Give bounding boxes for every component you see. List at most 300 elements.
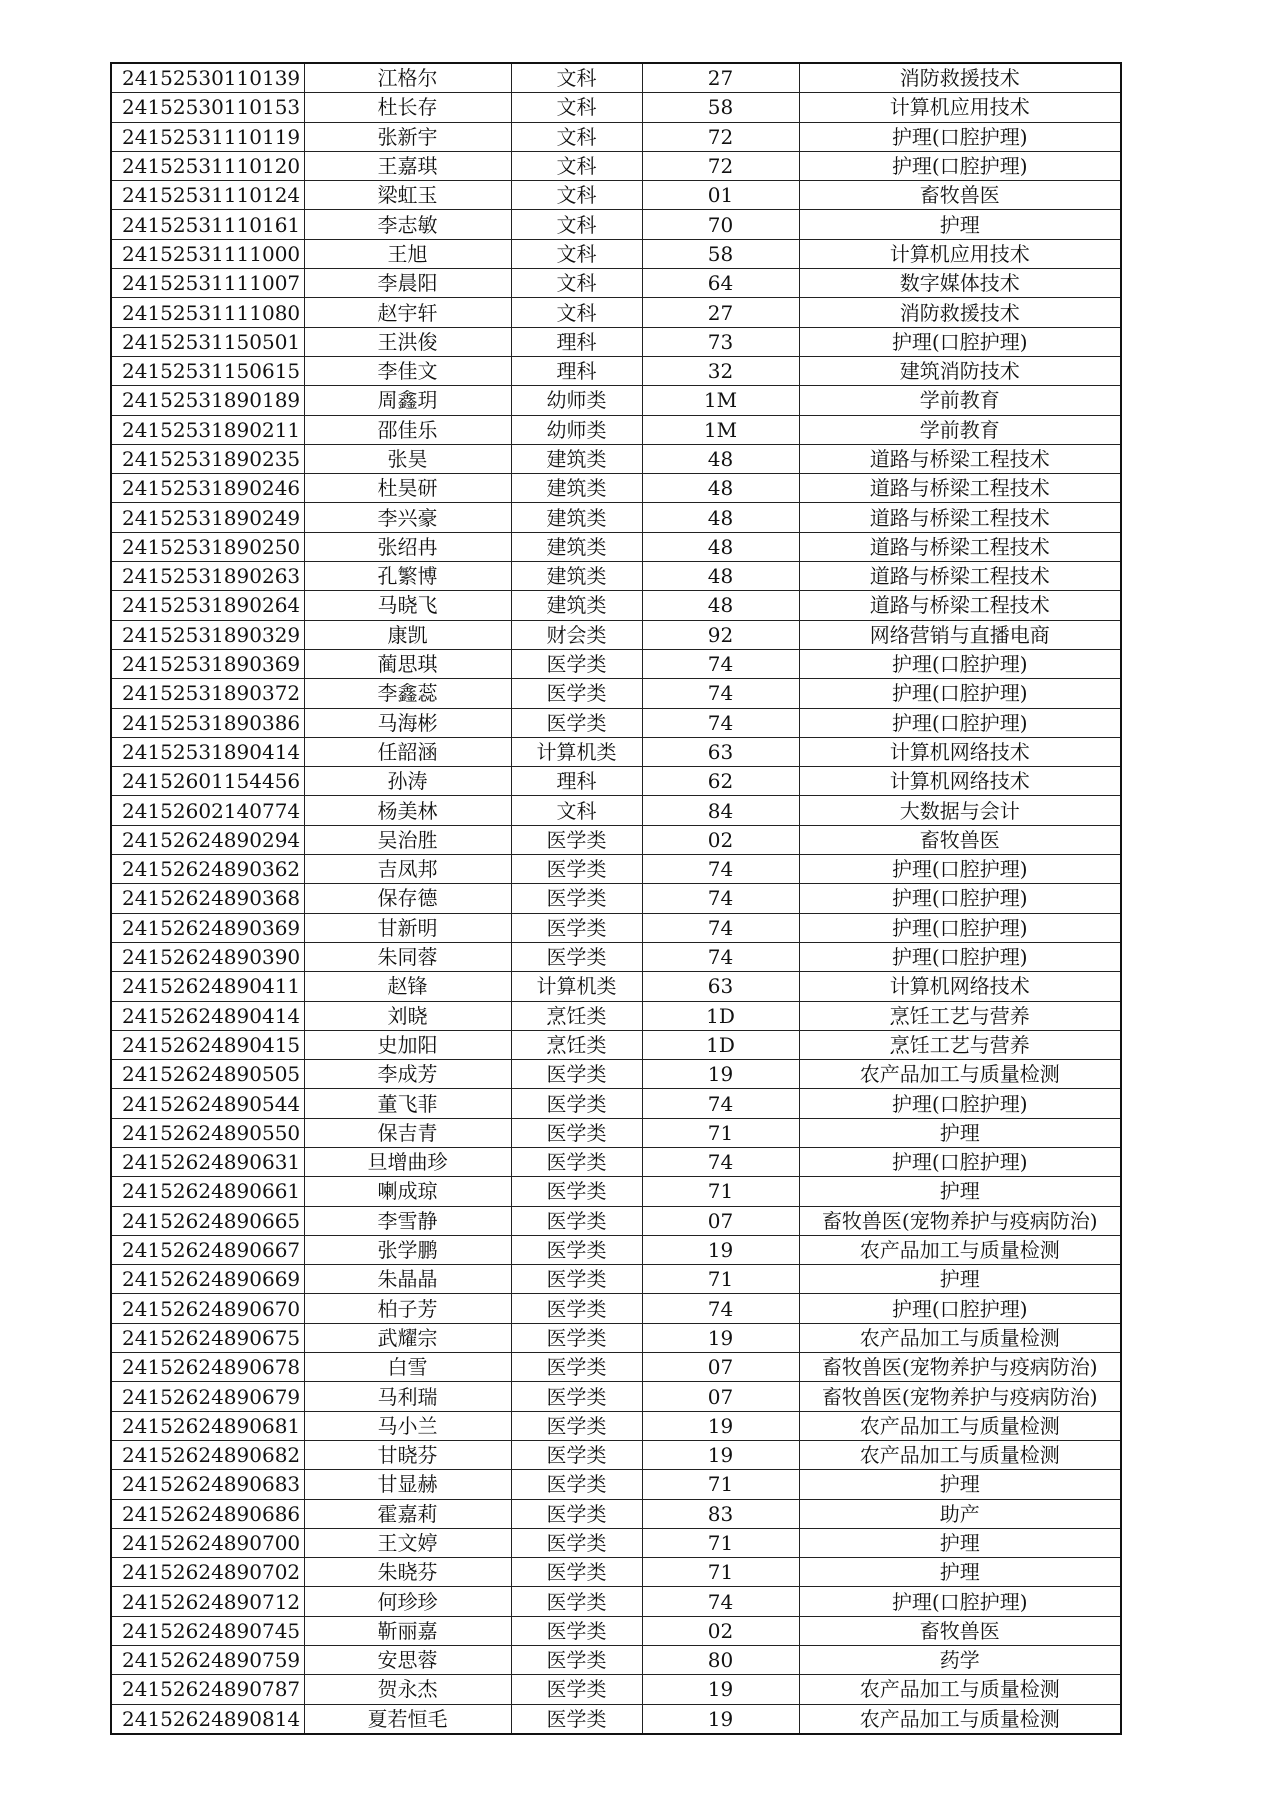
major-name-cell: 护理(口腔护理)	[799, 1147, 1121, 1176]
subject-category-cell: 医学类	[511, 1265, 642, 1294]
major-name-cell: 护理	[799, 1558, 1121, 1587]
major-name-cell: 农产品加工与质量检测	[799, 1411, 1121, 1440]
subject-category-cell: 文科	[511, 93, 642, 122]
exam-id-cell: 24152531150615	[111, 356, 304, 385]
exam-id-cell: 24152531110119	[111, 122, 304, 151]
major-code-cell: 48	[642, 562, 799, 591]
subject-category-cell: 医学类	[511, 1675, 642, 1704]
subject-category-cell: 建筑类	[511, 591, 642, 620]
table-row	[111, 1616, 1121, 1645]
exam-id-cell: 24152624890661	[111, 1177, 304, 1206]
student-name-cell: 保吉青	[304, 1118, 511, 1147]
student-name-cell: 马利瑞	[304, 1382, 511, 1411]
subject-category-cell: 医学类	[511, 1323, 642, 1352]
subject-category-cell: 医学类	[511, 1177, 642, 1206]
student-name-cell: 吉凤邦	[304, 855, 511, 884]
table-row	[111, 503, 1121, 532]
major-code-cell: 01	[642, 181, 799, 210]
student-name-cell: 朱同蓉	[304, 942, 511, 971]
major-name-cell: 烹饪工艺与营养	[799, 1030, 1121, 1059]
student-name-cell: 董飞菲	[304, 1089, 511, 1118]
major-code-cell: 71	[642, 1118, 799, 1147]
student-name-cell: 李晨阳	[304, 269, 511, 298]
exam-id-cell: 24152624890814	[111, 1704, 304, 1734]
major-code-cell: 64	[642, 269, 799, 298]
table-row	[111, 913, 1121, 942]
exam-id-cell: 24152624890390	[111, 942, 304, 971]
student-name-cell: 李鑫蕊	[304, 679, 511, 708]
exam-id-cell: 24152531890414	[111, 737, 304, 766]
table-row	[111, 708, 1121, 737]
exam-id-cell: 24152531110161	[111, 210, 304, 239]
major-name-cell: 计算机网络技术	[799, 972, 1121, 1001]
student-name-cell: 李兴豪	[304, 503, 511, 532]
table-row	[111, 474, 1121, 503]
exam-id-cell: 24152624890686	[111, 1499, 304, 1528]
major-code-cell: 74	[642, 649, 799, 678]
major-name-cell: 数字媒体技术	[799, 269, 1121, 298]
major-name-cell: 护理	[799, 1528, 1121, 1557]
subject-category-cell: 文科	[511, 63, 642, 93]
student-name-cell: 杨美林	[304, 796, 511, 825]
subject-category-cell: 文科	[511, 239, 642, 268]
major-name-cell: 农产品加工与质量检测	[799, 1440, 1121, 1469]
student-name-cell: 张绍冉	[304, 532, 511, 561]
table-row	[111, 1646, 1121, 1675]
subject-category-cell: 医学类	[511, 1235, 642, 1264]
table-row	[111, 1528, 1121, 1557]
major-code-cell: 48	[642, 503, 799, 532]
table-row	[111, 1704, 1121, 1734]
major-name-cell: 道路与桥梁工程技术	[799, 562, 1121, 591]
student-name-cell: 张昊	[304, 444, 511, 473]
subject-category-cell: 医学类	[511, 1118, 642, 1147]
student-name-cell: 柏子芳	[304, 1294, 511, 1323]
student-name-cell: 赵锋	[304, 972, 511, 1001]
subject-category-cell: 建筑类	[511, 503, 642, 532]
table-row	[111, 1558, 1121, 1587]
major-code-cell: 02	[642, 825, 799, 854]
exam-id-cell: 24152624890679	[111, 1382, 304, 1411]
table-row	[111, 1060, 1121, 1089]
student-name-cell: 杜昊研	[304, 474, 511, 503]
subject-category-cell: 医学类	[511, 913, 642, 942]
exam-id-cell: 24152624890362	[111, 855, 304, 884]
student-name-cell: 武耀宗	[304, 1323, 511, 1352]
major-code-cell: 70	[642, 210, 799, 239]
major-name-cell: 护理	[799, 1470, 1121, 1499]
major-name-cell: 护理	[799, 210, 1121, 239]
exam-id-cell: 24152531890249	[111, 503, 304, 532]
major-name-cell: 农产品加工与质量检测	[799, 1675, 1121, 1704]
major-name-cell: 护理(口腔护理)	[799, 942, 1121, 971]
student-name-cell: 邵佳乐	[304, 415, 511, 444]
table-row	[111, 93, 1121, 122]
exam-id-cell: 24152624890675	[111, 1323, 304, 1352]
table-row	[111, 1118, 1121, 1147]
major-name-cell: 建筑消防技术	[799, 356, 1121, 385]
subject-category-cell: 医学类	[511, 1470, 642, 1499]
subject-category-cell: 医学类	[511, 1089, 642, 1118]
student-name-cell: 孔繁博	[304, 562, 511, 591]
exam-id-cell: 24152624890505	[111, 1060, 304, 1089]
student-name-cell: 康凯	[304, 620, 511, 649]
student-name-cell: 任韶涵	[304, 737, 511, 766]
table-row	[111, 1353, 1121, 1382]
table-row	[111, 1030, 1121, 1059]
major-name-cell: 助产	[799, 1499, 1121, 1528]
exam-id-cell: 24152531890250	[111, 532, 304, 561]
subject-category-cell: 医学类	[511, 1499, 642, 1528]
student-name-cell: 吴治胜	[304, 825, 511, 854]
student-name-cell: 甘显赫	[304, 1470, 511, 1499]
major-code-cell: 19	[642, 1704, 799, 1734]
student-name-cell: 王文婷	[304, 1528, 511, 1557]
table-row	[111, 356, 1121, 385]
major-code-cell: 58	[642, 239, 799, 268]
student-name-cell: 张学鹏	[304, 1235, 511, 1264]
exam-id-cell: 24152601154456	[111, 767, 304, 796]
major-code-cell: 74	[642, 1587, 799, 1616]
admission-roster-table	[110, 62, 1122, 1735]
table-row	[111, 63, 1121, 93]
table-row	[111, 620, 1121, 649]
major-name-cell: 畜牧兽医	[799, 1616, 1121, 1645]
major-name-cell: 道路与桥梁工程技术	[799, 444, 1121, 473]
subject-category-cell: 医学类	[511, 1587, 642, 1616]
student-name-cell: 夏若恒毛	[304, 1704, 511, 1734]
student-name-cell: 安思蓉	[304, 1646, 511, 1675]
major-code-cell: 1M	[642, 415, 799, 444]
student-name-cell: 霍嘉莉	[304, 1499, 511, 1528]
major-name-cell: 农产品加工与质量检测	[799, 1235, 1121, 1264]
exam-id-cell: 24152531110120	[111, 151, 304, 180]
major-name-cell: 护理(口腔护理)	[799, 122, 1121, 151]
major-code-cell: 27	[642, 63, 799, 93]
exam-id-cell: 24152531890235	[111, 444, 304, 473]
major-name-cell: 护理(口腔护理)	[799, 327, 1121, 356]
major-code-cell: 1M	[642, 386, 799, 415]
major-code-cell: 48	[642, 591, 799, 620]
table-row	[111, 1089, 1121, 1118]
student-name-cell: 史加阳	[304, 1030, 511, 1059]
student-name-cell: 李成芳	[304, 1060, 511, 1089]
roster-sheet	[110, 62, 1120, 1735]
major-name-cell: 护理(口腔护理)	[799, 913, 1121, 942]
subject-category-cell: 医学类	[511, 884, 642, 913]
table-row	[111, 1235, 1121, 1264]
student-name-cell: 李志敏	[304, 210, 511, 239]
table-row	[111, 679, 1121, 708]
exam-id-cell: 24152531890263	[111, 562, 304, 591]
subject-category-cell: 医学类	[511, 855, 642, 884]
subject-category-cell: 文科	[511, 181, 642, 210]
major-name-cell: 畜牧兽医(宠物养护与疫病防治)	[799, 1206, 1121, 1235]
student-name-cell: 靳丽嘉	[304, 1616, 511, 1645]
major-code-cell: 83	[642, 1499, 799, 1528]
student-name-cell: 喇成琼	[304, 1177, 511, 1206]
table-row	[111, 1587, 1121, 1616]
student-name-cell: 朱晶晶	[304, 1265, 511, 1294]
student-name-cell: 朱晓芬	[304, 1558, 511, 1587]
subject-category-cell: 医学类	[511, 1353, 642, 1382]
major-name-cell: 药学	[799, 1646, 1121, 1675]
major-name-cell: 消防救援技术	[799, 298, 1121, 327]
table-row	[111, 884, 1121, 913]
major-name-cell: 道路与桥梁工程技术	[799, 591, 1121, 620]
table-row	[111, 562, 1121, 591]
exam-id-cell: 24152624890631	[111, 1147, 304, 1176]
exam-id-cell: 24152531890211	[111, 415, 304, 444]
table-row	[111, 591, 1121, 620]
major-name-cell: 农产品加工与质量检测	[799, 1704, 1121, 1734]
student-name-cell: 旦增曲珍	[304, 1147, 511, 1176]
table-row	[111, 239, 1121, 268]
student-name-cell: 王旭	[304, 239, 511, 268]
major-code-cell: 19	[642, 1675, 799, 1704]
student-name-cell: 李雪静	[304, 1206, 511, 1235]
major-code-cell: 19	[642, 1323, 799, 1352]
table-row	[111, 767, 1121, 796]
subject-category-cell: 医学类	[511, 679, 642, 708]
student-name-cell: 李佳文	[304, 356, 511, 385]
subject-category-cell: 幼师类	[511, 386, 642, 415]
major-name-cell: 农产品加工与质量检测	[799, 1060, 1121, 1089]
major-name-cell: 护理	[799, 1118, 1121, 1147]
exam-id-cell: 24152531890264	[111, 591, 304, 620]
table-row	[111, 1147, 1121, 1176]
major-name-cell: 道路与桥梁工程技术	[799, 503, 1121, 532]
table-row	[111, 1265, 1121, 1294]
table-row	[111, 210, 1121, 239]
student-name-cell: 周鑫玥	[304, 386, 511, 415]
subject-category-cell: 医学类	[511, 708, 642, 737]
student-name-cell: 杜长存	[304, 93, 511, 122]
major-code-cell: 74	[642, 1147, 799, 1176]
major-code-cell: 32	[642, 356, 799, 385]
table-row	[111, 796, 1121, 825]
major-code-cell: 19	[642, 1235, 799, 1264]
table-row	[111, 151, 1121, 180]
subject-category-cell: 医学类	[511, 1558, 642, 1587]
major-code-cell: 71	[642, 1470, 799, 1499]
subject-category-cell: 财会类	[511, 620, 642, 649]
exam-id-cell: 24152624890681	[111, 1411, 304, 1440]
exam-id-cell: 24152531110124	[111, 181, 304, 210]
student-name-cell: 王洪俊	[304, 327, 511, 356]
major-code-cell: 74	[642, 1089, 799, 1118]
subject-category-cell: 建筑类	[511, 474, 642, 503]
student-name-cell: 甘晓芬	[304, 1440, 511, 1469]
table-row	[111, 1323, 1121, 1352]
exam-id-cell: 24152624890369	[111, 913, 304, 942]
major-code-cell: 07	[642, 1206, 799, 1235]
major-code-cell: 07	[642, 1353, 799, 1382]
subject-category-cell: 医学类	[511, 942, 642, 971]
exam-id-cell: 24152624890415	[111, 1030, 304, 1059]
student-name-cell: 江格尔	[304, 63, 511, 93]
student-name-cell: 马晓飞	[304, 591, 511, 620]
subject-category-cell: 医学类	[511, 1206, 642, 1235]
major-code-cell: 71	[642, 1528, 799, 1557]
subject-category-cell: 医学类	[511, 1294, 642, 1323]
subject-category-cell: 建筑类	[511, 444, 642, 473]
student-name-cell: 王嘉琪	[304, 151, 511, 180]
exam-id-cell: 24152531890246	[111, 474, 304, 503]
major-code-cell: 73	[642, 327, 799, 356]
exam-id-cell: 24152624890678	[111, 1353, 304, 1382]
table-row	[111, 1001, 1121, 1030]
subject-category-cell: 医学类	[511, 1382, 642, 1411]
exam-id-cell: 24152531111007	[111, 269, 304, 298]
major-code-cell: 1D	[642, 1001, 799, 1030]
subject-category-cell: 理科	[511, 356, 642, 385]
subject-category-cell: 文科	[511, 122, 642, 151]
subject-category-cell: 理科	[511, 327, 642, 356]
major-name-cell: 计算机应用技术	[799, 93, 1121, 122]
major-code-cell: 19	[642, 1060, 799, 1089]
exam-id-cell: 24152624890669	[111, 1265, 304, 1294]
table-row	[111, 1294, 1121, 1323]
major-code-cell: 74	[642, 884, 799, 913]
exam-id-cell: 24152531890329	[111, 620, 304, 649]
major-name-cell: 道路与桥梁工程技术	[799, 532, 1121, 561]
student-name-cell: 贺永杰	[304, 1675, 511, 1704]
table-row	[111, 1499, 1121, 1528]
major-code-cell: 74	[642, 855, 799, 884]
student-name-cell: 梁虹玉	[304, 181, 511, 210]
exam-id-cell: 24152624890414	[111, 1001, 304, 1030]
table-row	[111, 1675, 1121, 1704]
exam-id-cell: 24152624890702	[111, 1558, 304, 1587]
table-row	[111, 972, 1121, 1001]
exam-id-cell: 24152531150501	[111, 327, 304, 356]
exam-id-cell: 24152624890544	[111, 1089, 304, 1118]
subject-category-cell: 医学类	[511, 825, 642, 854]
exam-id-cell: 24152602140774	[111, 796, 304, 825]
exam-id-cell: 24152531890189	[111, 386, 304, 415]
exam-id-cell: 24152624890294	[111, 825, 304, 854]
table-row	[111, 942, 1121, 971]
student-name-cell: 赵宇轩	[304, 298, 511, 327]
subject-category-cell: 医学类	[511, 1646, 642, 1675]
major-name-cell: 大数据与会计	[799, 796, 1121, 825]
table-row	[111, 1206, 1121, 1235]
table-row	[111, 825, 1121, 854]
major-code-cell: 63	[642, 972, 799, 1001]
exam-id-cell: 24152624890550	[111, 1118, 304, 1147]
exam-id-cell: 24152530110139	[111, 63, 304, 93]
subject-category-cell: 计算机类	[511, 737, 642, 766]
table-row	[111, 737, 1121, 766]
exam-id-cell: 24152624890665	[111, 1206, 304, 1235]
major-name-cell: 畜牧兽医	[799, 825, 1121, 854]
major-code-cell: 48	[642, 444, 799, 473]
subject-category-cell: 文科	[511, 796, 642, 825]
student-name-cell: 马海彬	[304, 708, 511, 737]
major-code-cell: 72	[642, 151, 799, 180]
table-row	[111, 1440, 1121, 1469]
exam-id-cell: 24152531111080	[111, 298, 304, 327]
subject-category-cell: 医学类	[511, 1440, 642, 1469]
major-code-cell: 27	[642, 298, 799, 327]
major-name-cell: 农产品加工与质量检测	[799, 1323, 1121, 1352]
exam-id-cell: 24152624890368	[111, 884, 304, 913]
major-name-cell: 计算机网络技术	[799, 737, 1121, 766]
major-name-cell: 护理	[799, 1177, 1121, 1206]
major-name-cell: 计算机网络技术	[799, 767, 1121, 796]
major-code-cell: 02	[642, 1616, 799, 1645]
student-name-cell: 刘晓	[304, 1001, 511, 1030]
major-name-cell: 烹饪工艺与营养	[799, 1001, 1121, 1030]
subject-category-cell: 医学类	[511, 1411, 642, 1440]
major-code-cell: 58	[642, 93, 799, 122]
major-code-cell: 72	[642, 122, 799, 151]
table-row	[111, 415, 1121, 444]
table-row	[111, 122, 1121, 151]
subject-category-cell: 计算机类	[511, 972, 642, 1001]
exam-id-cell: 24152624890700	[111, 1528, 304, 1557]
major-code-cell: 71	[642, 1558, 799, 1587]
exam-id-cell: 24152624890670	[111, 1294, 304, 1323]
subject-category-cell: 医学类	[511, 1528, 642, 1557]
major-code-cell: 74	[642, 679, 799, 708]
table-row	[111, 327, 1121, 356]
student-name-cell: 蔺思琪	[304, 649, 511, 678]
major-name-cell: 护理(口腔护理)	[799, 708, 1121, 737]
exam-id-cell: 24152531890372	[111, 679, 304, 708]
major-code-cell: 74	[642, 913, 799, 942]
subject-category-cell: 烹饪类	[511, 1001, 642, 1030]
table-row	[111, 1177, 1121, 1206]
subject-category-cell: 文科	[511, 269, 642, 298]
exam-id-cell: 24152624890759	[111, 1646, 304, 1675]
major-code-cell: 74	[642, 942, 799, 971]
exam-id-cell: 24152624890682	[111, 1440, 304, 1469]
subject-category-cell: 医学类	[511, 1704, 642, 1734]
major-name-cell: 畜牧兽医(宠物养护与疫病防治)	[799, 1382, 1121, 1411]
major-name-cell: 学前教育	[799, 415, 1121, 444]
major-name-cell: 护理(口腔护理)	[799, 679, 1121, 708]
student-name-cell: 何珍珍	[304, 1587, 511, 1616]
table-row	[111, 855, 1121, 884]
subject-category-cell: 建筑类	[511, 532, 642, 561]
major-name-cell: 道路与桥梁工程技术	[799, 474, 1121, 503]
table-row	[111, 532, 1121, 561]
major-name-cell: 护理(口腔护理)	[799, 1587, 1121, 1616]
subject-category-cell: 幼师类	[511, 415, 642, 444]
student-name-cell: 保存德	[304, 884, 511, 913]
major-code-cell: 1D	[642, 1030, 799, 1059]
major-name-cell: 护理	[799, 1265, 1121, 1294]
major-name-cell: 计算机应用技术	[799, 239, 1121, 268]
major-code-cell: 07	[642, 1382, 799, 1411]
student-name-cell: 白雪	[304, 1353, 511, 1382]
subject-category-cell: 文科	[511, 298, 642, 327]
table-row	[111, 181, 1121, 210]
major-code-cell: 74	[642, 1294, 799, 1323]
subject-category-cell: 医学类	[511, 1616, 642, 1645]
table-row	[111, 386, 1121, 415]
table-row	[111, 649, 1121, 678]
major-code-cell: 19	[642, 1440, 799, 1469]
subject-category-cell: 文科	[511, 151, 642, 180]
student-name-cell: 孙涛	[304, 767, 511, 796]
major-code-cell: 74	[642, 708, 799, 737]
exam-id-cell: 24152531890386	[111, 708, 304, 737]
exam-id-cell: 24152624890787	[111, 1675, 304, 1704]
major-code-cell: 84	[642, 796, 799, 825]
